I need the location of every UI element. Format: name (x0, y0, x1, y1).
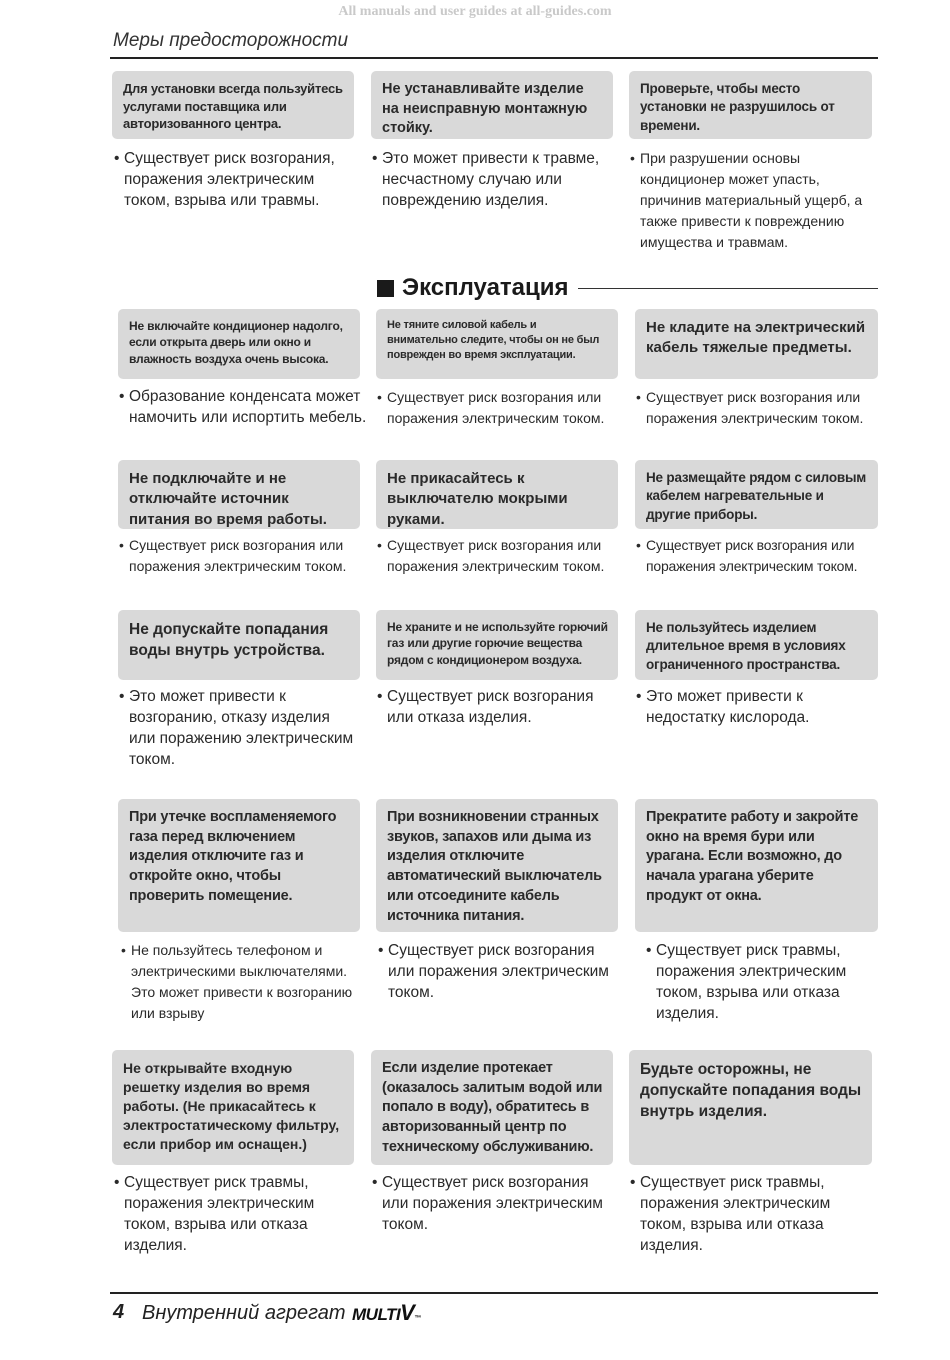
caution-box-r5-c2: Будьте осторожны, не допускайте попадания воды внутрь изделия. (629, 1050, 872, 1165)
caution-box-r0-c2: Проверьте, чтобы место установки не разрушилось от времени. (629, 71, 872, 139)
bullet-r4-c2: • Существует риск травмы, поражения электрическим током, взрыва или отказа изделия. (646, 942, 847, 1023)
caution-box-r2-c2: Не размещайте рядом с силовым кабелем нагревательные и другие приборы. (635, 460, 878, 529)
bullet-r0-c0: • Существует риск возгорания, поражения электрическим током, взрыва или травмы. (114, 150, 335, 210)
bullet-r3-c1: • Существует риск возгорания или отказа изделия. (377, 688, 594, 727)
bullet-r5-c2: • Существует риск травмы, поражения электрическим током, взрыва или отказа изделия. (630, 1174, 831, 1255)
caution-box-r3-c0: Не допускайте попадания воды внутрь устройства. (118, 610, 360, 680)
caution-box-r4-c0: При утечке воспламеняемого газа перед включением изделия отключите газ и откройте окно, чтобы проверить помещение. (118, 799, 360, 932)
caution-box-r4-c2: Прекратите работу и закройте окно на время бури или урагана. Если возможно, до начала урагана уберите продукт от окна. (635, 799, 878, 932)
page-header: Меры предосторожности (113, 30, 349, 51)
watermark: All manuals and user guides at all-guides.com (338, 4, 612, 19)
bullet-r0-c1: • Это может привести к травме, несчастному случаю или повреждению изделия. (372, 150, 600, 210)
caution-box-r0-c0: Для установки всегда пользуйтесь услугами поставщика или авторизованного центра. (112, 71, 354, 139)
bullet-r1-c2: • Существует риск возгорания или поражения электрическим током. (636, 389, 864, 426)
bullet-r2-c0: • Существует риск возгорания или поражения электрическим током. (119, 537, 347, 574)
caution-box-r4-c1: При возникновении странных звуков, запахов или дыма из изделия отключите автоматический выключатель или отсоедините кабель источника питания. (376, 799, 618, 932)
caution-box-r1-c1: Не тяните силовой кабель и внимательно следите, чтобы он не был поврежден во время эксплуатации. (376, 309, 618, 379)
caution-box-r0-c1: Не устанавливайте изделие на неисправную монтажную стойку. (371, 71, 613, 139)
bullet-r3-c0: • Это может привести к возгоранию, отказу изделия или поражению электрическим током. (119, 688, 354, 769)
caution-box-r1-c2: Не кладите на электрический кабель тяжелые предметы. (635, 309, 878, 379)
bullet-r2-c2: • Существует риск возгорания или поражения электрическим током. (636, 537, 858, 574)
section-title-rule (578, 288, 878, 289)
bullet-r2-c1: • Существует риск возгорания или поражения электрическим током. (377, 537, 605, 574)
bullet-r4-c0: • Не пользуйтесь телефоном и электрическими выключателями. Это может привести к возгоранию или взрыву (121, 942, 353, 1021)
caution-box-r3-c2: Не пользуйтесь изделием длительное время в условиях ограниченного пространства. (635, 610, 878, 680)
caution-box-r5-c0: Не открывайте входную решетку изделия во время работы. (Не прикасайтесь к электростатическому фильтру, если прибор им оснащен.) (112, 1050, 354, 1165)
footer-rule (110, 1292, 878, 1294)
bullet-r4-c1: • Существует риск возгорания или поражения электрическим током. (378, 942, 609, 1002)
page-number: 4 (113, 1301, 125, 1323)
header-rule (110, 57, 878, 59)
caution-box-r5-c1: Если изделие протекает (оказалось залитым водой или попало в воду), обратитесь в авторизованный центр по техническому обслуживанию. (371, 1050, 613, 1165)
caution-box-r2-c0: Не подключайте и не отключайте источник питания во время работы. (118, 460, 360, 529)
square-bullet-icon (377, 280, 394, 297)
bullet-r0-c2: • При разрушении основы кондиционер может упасть, причинив материальный ущерб, а также привести к повреждению имущества и травмам. (630, 150, 863, 250)
caution-box-r1-c0: Не включайте кондиционер надолго, если открыта дверь или окно и влажность воздуха очень высока. (118, 309, 360, 379)
caution-box-r2-c1: Не прикасайтесь к выключателю мокрыми руками. (376, 460, 618, 529)
bullet-r3-c2: • Это может привести к недостатку кислорода. (636, 688, 810, 727)
bullet-r1-c0: • Образование конденсата может намочить или испортить мебель. (119, 388, 367, 427)
bullet-r5-c0: • Существует риск травмы, поражения электрическим током, взрыва или отказа изделия. (114, 1174, 315, 1255)
section-title: Эксплуатация (377, 274, 569, 302)
multi-v-logo: MULTIV™ (352, 1300, 421, 1325)
caution-box-r3-c1: Не храните и не используйте горючий газ или другие горючие вещества рядом с кондиционером воздуха. (376, 610, 618, 680)
footer-title: Внутренний агрегат (142, 1302, 346, 1324)
bullet-r5-c1: • Существует риск возгорания или поражения электрическим током. (372, 1174, 603, 1234)
bullet-r1-c1: • Существует риск возгорания или поражения электрическим током. (377, 389, 605, 426)
